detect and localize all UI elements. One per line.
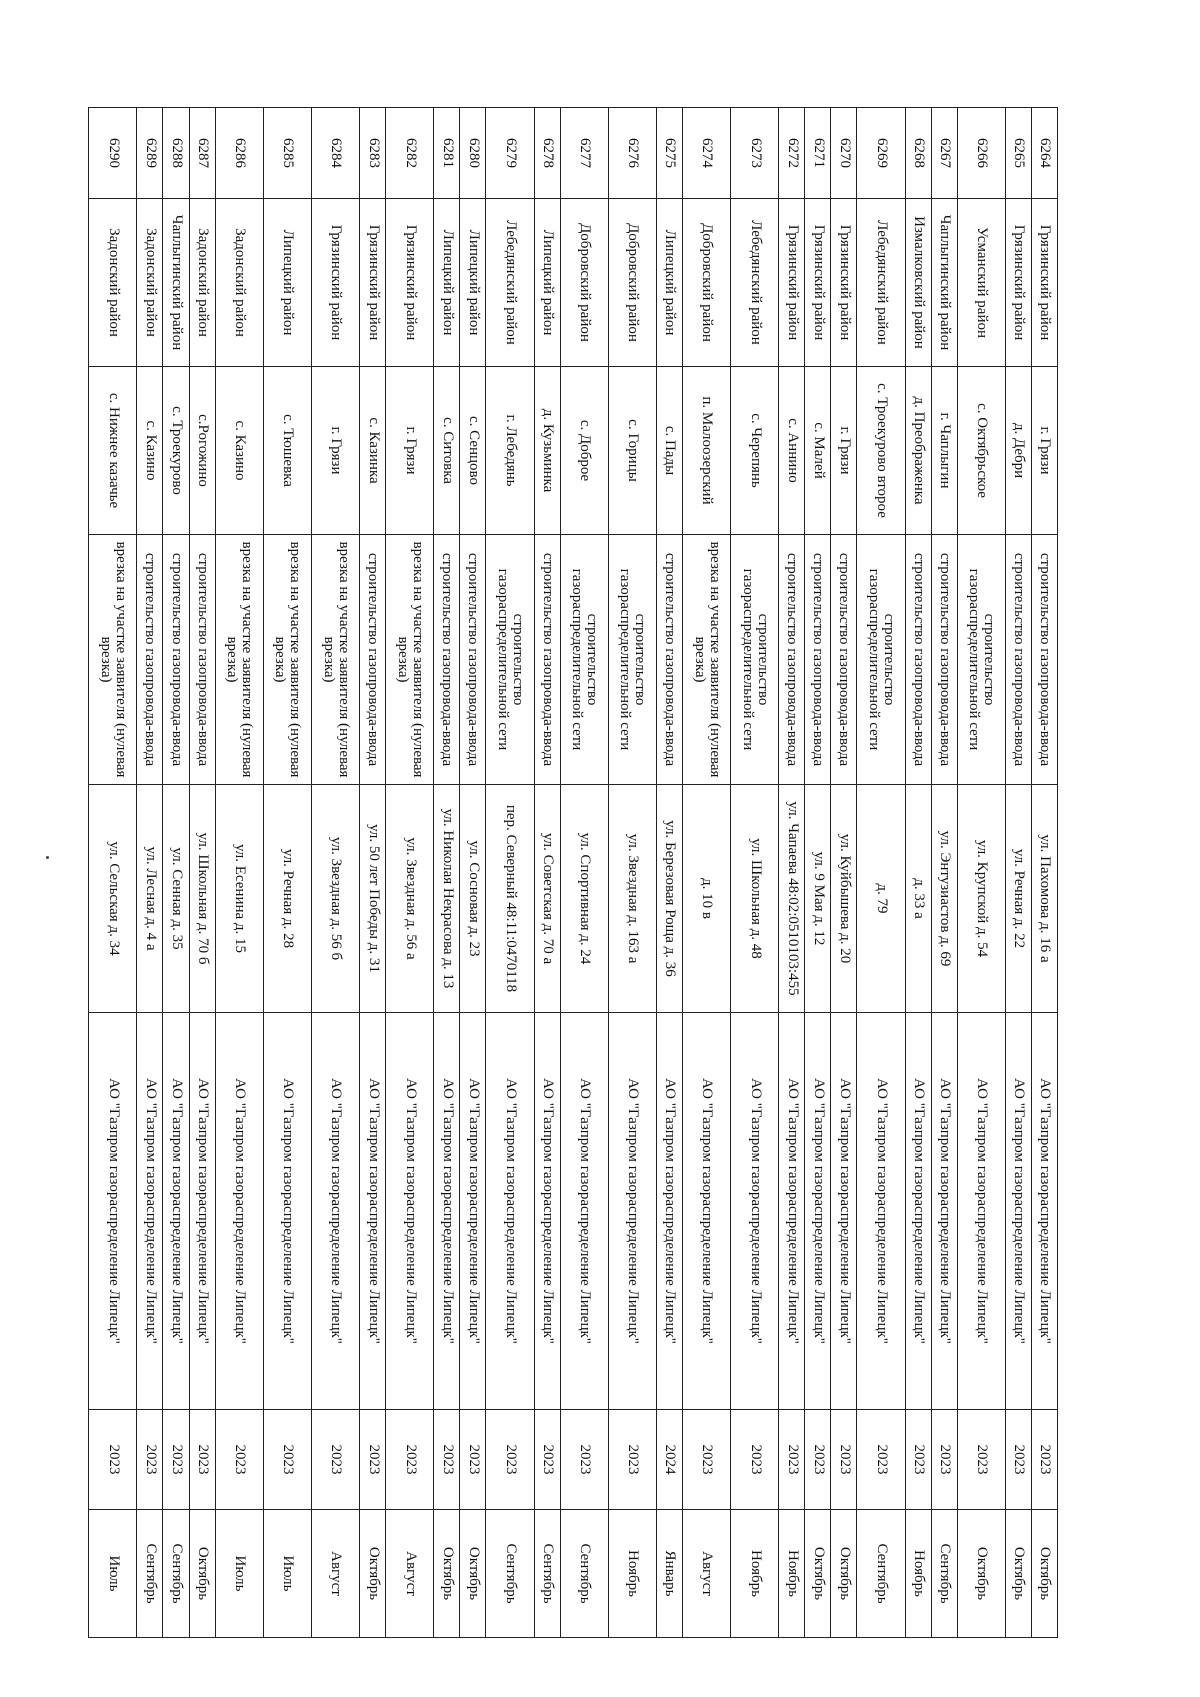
district-cell: Измалковский район — [905, 199, 931, 367]
month-cell: Сентябрь — [857, 1510, 905, 1638]
address-cell: ул. Пахомова д. 16 а — [1031, 785, 1057, 1013]
district-cell: Грязинский район — [831, 199, 857, 367]
number-cell: 6287 — [189, 108, 215, 199]
address-cell: ул. Школьная д. 70 б — [189, 785, 215, 1013]
organization-cell: АО "Газпром газораспределение Липецк" — [805, 1013, 831, 1410]
district-cell: Добровский район — [608, 199, 656, 367]
work-type-cell: строительство газораспределительной сети — [560, 535, 608, 785]
table-row — [805, 108, 831, 1638]
year-cell: 2023 — [1031, 1410, 1057, 1510]
settlement-cell: с.Рогожино — [189, 367, 215, 535]
work-type-cell: строительство газопровода-ввода — [163, 535, 189, 785]
address-cell: ул. Сельская д. 34 — [89, 785, 137, 1013]
year-cell: 2023 — [857, 1410, 905, 1510]
district-cell: Чаплыгинский район — [931, 199, 957, 367]
data-table — [88, 107, 1058, 1638]
address-cell: ул. Куйбышева д. 20 — [831, 785, 857, 1013]
number-cell: 6281 — [434, 108, 460, 199]
year-cell: 2023 — [486, 1410, 534, 1510]
year-cell: 2023 — [163, 1410, 189, 1510]
year-cell: 2023 — [89, 1410, 137, 1510]
number-cell: 6272 — [779, 108, 805, 199]
year-cell: 2023 — [137, 1410, 163, 1510]
number-cell: 6266 — [957, 108, 1005, 199]
district-cell: Грязинский район — [360, 199, 386, 367]
organization-cell: АО "Газпром газораспределение Липецк" — [137, 1013, 163, 1410]
work-type-cell: строительство газораспределительной сети — [731, 535, 779, 785]
work-type-cell: строительство газопровода-ввода — [189, 535, 215, 785]
month-cell: Ноябрь — [608, 1510, 656, 1638]
year-cell: 2023 — [608, 1410, 656, 1510]
month-cell: Июль — [263, 1510, 311, 1638]
work-type-cell: строительство газораспределительной сети — [857, 535, 905, 785]
district-cell: Грязинский район — [1005, 199, 1031, 367]
district-cell: Грязинский район — [386, 199, 434, 367]
number-cell: 6288 — [163, 108, 189, 199]
month-cell: Сентябрь — [163, 1510, 189, 1638]
year-cell: 2023 — [434, 1410, 460, 1510]
district-cell: Липецкий район — [263, 199, 311, 367]
organization-cell: АО "Газпром газораспределение Липецк" — [215, 1013, 263, 1410]
month-cell: Октябрь — [957, 1510, 1005, 1638]
work-type-cell: строительство газопровода-ввода — [657, 535, 683, 785]
address-cell: ул. Сенная д. 35 — [163, 785, 189, 1013]
organization-cell: АО "Газпром газораспределение Липецк" — [931, 1013, 957, 1410]
table-row — [608, 108, 656, 1638]
table-row — [311, 108, 359, 1638]
address-cell: ул. Березовая Роща д. 36 — [657, 785, 683, 1013]
year-cell: 2023 — [386, 1410, 434, 1510]
organization-cell: АО "Газпром газораспределение Липецк" — [460, 1013, 486, 1410]
month-cell: Сентябрь — [534, 1510, 560, 1638]
district-cell: Липецкий район — [534, 199, 560, 367]
organization-cell: АО "Газпром газораспределение Липецк" — [89, 1013, 137, 1410]
work-type-cell: строительство газопровода-ввода — [831, 535, 857, 785]
settlement-cell: с. Казино — [215, 367, 263, 535]
table-body — [89, 108, 1058, 1638]
table-row — [731, 108, 779, 1638]
work-type-cell: строительство газопровода-ввода — [905, 535, 931, 785]
district-cell: Лебедянский район — [486, 199, 534, 367]
work-type-cell: строительство газопровода-ввода — [1031, 535, 1057, 785]
district-cell: Грязинский район — [1031, 199, 1057, 367]
year-cell: 2023 — [779, 1410, 805, 1510]
year-cell: 2023 — [1005, 1410, 1031, 1510]
district-cell: Лебедянский район — [731, 199, 779, 367]
number-cell: 6264 — [1031, 108, 1057, 199]
work-type-cell: строительство газопровода-ввода — [805, 535, 831, 785]
number-cell: 6286 — [215, 108, 263, 199]
month-cell: Ноябрь — [905, 1510, 931, 1638]
month-cell: Октябрь — [831, 1510, 857, 1638]
table-row — [931, 108, 957, 1638]
number-cell: 6290 — [89, 108, 137, 199]
year-cell: 2023 — [957, 1410, 1005, 1510]
month-cell: Ноябрь — [779, 1510, 805, 1638]
number-cell: 6279 — [486, 108, 534, 199]
table-row — [534, 108, 560, 1638]
district-cell: Задонский район — [137, 199, 163, 367]
district-cell: Грязинский район — [311, 199, 359, 367]
table-row — [779, 108, 805, 1638]
organization-cell: АО "Газпром газораспределение Липецк" — [1005, 1013, 1031, 1410]
address-cell: ул. 50 лет Победы д. 31 — [360, 785, 386, 1013]
settlement-cell: с. Сенцово — [460, 367, 486, 535]
year-cell: 2024 — [657, 1410, 683, 1510]
settlement-cell: г. Грязи — [1031, 367, 1057, 535]
table-row — [957, 108, 1005, 1638]
year-cell: 2023 — [683, 1410, 731, 1510]
table-row — [434, 108, 460, 1638]
address-cell: ул. Речная д. 28 — [263, 785, 311, 1013]
month-cell: Ноябрь — [731, 1510, 779, 1638]
month-cell: Сентябрь — [486, 1510, 534, 1638]
year-cell: 2023 — [905, 1410, 931, 1510]
work-type-cell: врезка на участке заявителя (нулевая врезка) — [683, 535, 731, 785]
table-row — [137, 108, 163, 1638]
address-cell: ул. Энтузиастов д. 69 — [931, 785, 957, 1013]
year-cell: 2023 — [560, 1410, 608, 1510]
table-row — [905, 108, 931, 1638]
organization-cell: АО "Газпром газораспределение Липецк" — [434, 1013, 460, 1410]
rotated-table-wrapper — [88, 107, 1058, 1637]
table-row — [683, 108, 731, 1638]
settlement-cell: с. Аннино — [779, 367, 805, 535]
address-cell: ул. Лесная д. 4 а — [137, 785, 163, 1013]
district-cell: Задонский район — [189, 199, 215, 367]
organization-cell: АО "Газпром газораспределение Липецк" — [657, 1013, 683, 1410]
year-cell: 2023 — [215, 1410, 263, 1510]
table-row — [189, 108, 215, 1638]
organization-cell: АО "Газпром газораспределение Липецк" — [731, 1013, 779, 1410]
address-cell: д. 10 в — [683, 785, 731, 1013]
year-cell: 2023 — [189, 1410, 215, 1510]
organization-cell: АО "Газпром газораспределение Липецк" — [831, 1013, 857, 1410]
number-cell: 6278 — [534, 108, 560, 199]
district-cell: Грязинский район — [805, 199, 831, 367]
address-cell: ул. Звездная д. 163 а — [608, 785, 656, 1013]
month-cell: Октябрь — [189, 1510, 215, 1638]
work-type-cell: строительство газопровода-ввода — [931, 535, 957, 785]
month-cell: Октябрь — [805, 1510, 831, 1638]
address-cell: д. 79 — [857, 785, 905, 1013]
organization-cell: АО "Газпром газораспределение Липецк" — [779, 1013, 805, 1410]
settlement-cell: с. Доброе — [560, 367, 608, 535]
work-type-cell: врезка на участке заявителя (нулевая врезка) — [215, 535, 263, 785]
month-cell: Октябрь — [460, 1510, 486, 1638]
work-type-cell: врезка на участке заявителя (нулевая врезка) — [263, 535, 311, 785]
settlement-cell: с. Казино — [137, 367, 163, 535]
number-cell: 6267 — [931, 108, 957, 199]
work-type-cell: строительство газораспределительной сети — [957, 535, 1005, 785]
settlement-cell: с. Тюшевка — [263, 367, 311, 535]
district-cell: Лебедянский район — [857, 199, 905, 367]
number-cell: 6282 — [386, 108, 434, 199]
district-cell: Грязинский район — [779, 199, 805, 367]
month-cell: Июль — [215, 1510, 263, 1638]
table-row — [215, 108, 263, 1638]
settlement-cell: с. Пады — [657, 367, 683, 535]
month-cell: Октябрь — [434, 1510, 460, 1638]
number-cell: 6270 — [831, 108, 857, 199]
number-cell: 6283 — [360, 108, 386, 199]
settlement-cell: г. Чаплыгин — [931, 367, 957, 535]
organization-cell: АО "Газпром газораспределение Липецк" — [608, 1013, 656, 1410]
month-cell: Август — [683, 1510, 731, 1638]
work-type-cell: строительство газопровода-ввода — [434, 535, 460, 785]
table-row — [857, 108, 905, 1638]
address-cell: ул. Речная д. 22 — [1005, 785, 1031, 1013]
address-cell: ул. Звездная д. 56 а — [386, 785, 434, 1013]
year-cell: 2023 — [831, 1410, 857, 1510]
address-cell: ул. 9 Мая д. 12 — [805, 785, 831, 1013]
address-cell: ул. Звездная д. 56 б — [311, 785, 359, 1013]
month-cell: Январь — [657, 1510, 683, 1638]
organization-cell: АО "Газпром газораспределение Липецк" — [1031, 1013, 1057, 1410]
organization-cell: АО "Газпром газораспределение Липецк" — [957, 1013, 1005, 1410]
address-cell: ул. Сосновая д. 23 — [460, 785, 486, 1013]
table-row — [360, 108, 386, 1638]
district-cell: Добровский район — [683, 199, 731, 367]
work-type-cell: строительство газопровода-ввода — [460, 535, 486, 785]
year-cell: 2023 — [805, 1410, 831, 1510]
settlement-cell: с. Казинка — [360, 367, 386, 535]
year-cell: 2023 — [311, 1410, 359, 1510]
settlement-cell: д. Дебри — [1005, 367, 1031, 535]
month-cell: Июль — [89, 1510, 137, 1638]
district-cell: Чаплыгинский район — [163, 199, 189, 367]
month-cell: Сентябрь — [137, 1510, 163, 1638]
month-cell: Октябрь — [360, 1510, 386, 1638]
organization-cell: АО "Газпром газораспределение Липецк" — [311, 1013, 359, 1410]
organization-cell: АО "Газпром газораспределение Липецк" — [560, 1013, 608, 1410]
organization-cell: АО "Газпром газораспределение Липецк" — [683, 1013, 731, 1410]
address-cell: д. 33 а — [905, 785, 931, 1013]
district-cell: Добровский район — [560, 199, 608, 367]
table-row — [657, 108, 683, 1638]
number-cell: 6275 — [657, 108, 683, 199]
district-cell: Задонский район — [215, 199, 263, 367]
table-row — [263, 108, 311, 1638]
settlement-cell: г. Грязи — [311, 367, 359, 535]
organization-cell: АО "Газпром газораспределение Липецк" — [263, 1013, 311, 1410]
month-cell: Сентябрь — [931, 1510, 957, 1638]
month-cell: Август — [311, 1510, 359, 1638]
settlement-cell: г. Лебедянь — [486, 367, 534, 535]
number-cell: 6285 — [263, 108, 311, 199]
work-type-cell: строительство газораспределительной сети — [608, 535, 656, 785]
organization-cell: АО "Газпром газораспределение Липецк" — [534, 1013, 560, 1410]
address-cell: ул. Школьная д. 48 — [731, 785, 779, 1013]
table-row — [89, 108, 137, 1638]
organization-cell: АО "Газпром газораспределение Липецк" — [905, 1013, 931, 1410]
address-cell: ул. Есенина д. 15 — [215, 785, 263, 1013]
number-cell: 6265 — [1005, 108, 1031, 199]
work-type-cell: строительство газораспределительной сети — [486, 535, 534, 785]
year-cell: 2023 — [534, 1410, 560, 1510]
work-type-cell: врезка на участке заявителя (нулевая врезка) — [311, 535, 359, 785]
year-cell: 2023 — [931, 1410, 957, 1510]
table-row — [486, 108, 534, 1638]
address-cell: ул. Спортивная д. 24 — [560, 785, 608, 1013]
settlement-cell: с. Нижнее казачье — [89, 367, 137, 535]
work-type-cell: строительство газопровода-ввода — [1005, 535, 1031, 785]
number-cell: 6280 — [460, 108, 486, 199]
settlement-cell: г. Грязи — [831, 367, 857, 535]
settlement-cell: с. Ситовка — [434, 367, 460, 535]
table-row — [460, 108, 486, 1638]
work-type-cell: врезка на участке заявителя (нулевая врезка) — [386, 535, 434, 785]
number-cell: 6269 — [857, 108, 905, 199]
district-cell: Липецкий район — [434, 199, 460, 367]
table-row — [831, 108, 857, 1638]
table-row — [1005, 108, 1031, 1638]
address-cell: ул. Крупской д. 54 — [957, 785, 1005, 1013]
number-cell: 6271 — [805, 108, 831, 199]
address-cell: ул. Советская д. 70 а — [534, 785, 560, 1013]
work-type-cell: строительство газопровода-ввода — [534, 535, 560, 785]
organization-cell: АО "Газпром газораспределение Липецк" — [189, 1013, 215, 1410]
settlement-cell: с. Троекурово второе — [857, 367, 905, 535]
district-cell: Задонский район — [89, 199, 137, 367]
organization-cell: АО "Газпром газораспределение Липецк" — [360, 1013, 386, 1410]
organization-cell: АО "Газпром газораспределение Липецк" — [857, 1013, 905, 1410]
number-cell: 6284 — [311, 108, 359, 199]
table-row — [1031, 108, 1057, 1638]
district-cell: Усманский район — [957, 199, 1005, 367]
organization-cell: АО "Газпром газораспределение Липецк" — [163, 1013, 189, 1410]
number-cell: 6276 — [608, 108, 656, 199]
organization-cell: АО "Газпром газораспределение Липецк" — [486, 1013, 534, 1410]
settlement-cell: с. Октябрьское — [957, 367, 1005, 535]
year-cell: 2023 — [460, 1410, 486, 1510]
work-type-cell: строительство газопровода-ввода — [137, 535, 163, 785]
number-cell: 6273 — [731, 108, 779, 199]
year-cell: 2023 — [731, 1410, 779, 1510]
settlement-cell: д. Преображенка — [905, 367, 931, 535]
settlement-cell: д. Кузьминка — [534, 367, 560, 535]
address-cell: ул. Чапаева 48:02:0510103:455 — [779, 785, 805, 1013]
month-cell: Октябрь — [1005, 1510, 1031, 1638]
year-cell: 2023 — [360, 1410, 386, 1510]
number-cell: 6277 — [560, 108, 608, 199]
work-type-cell: строительство газопровода-ввода — [360, 535, 386, 785]
address-cell: ул. Николая Некрасова д. 13 — [434, 785, 460, 1013]
organization-cell: АО "Газпром газораспределение Липецк" — [386, 1013, 434, 1410]
year-cell: 2023 — [263, 1410, 311, 1510]
settlement-cell: с. Черепянь — [731, 367, 779, 535]
settlement-cell: с. Троекурово — [163, 367, 189, 535]
month-cell: Октябрь — [1031, 1510, 1057, 1638]
table-row — [163, 108, 189, 1638]
month-cell: Сентябрь — [560, 1510, 608, 1638]
settlement-cell: с. Горицы — [608, 367, 656, 535]
district-cell: Липецкий район — [657, 199, 683, 367]
work-type-cell: врезка на участке заявителя (нулевая врезка) — [89, 535, 137, 785]
settlement-cell: с. Малей — [805, 367, 831, 535]
number-cell: 6289 — [137, 108, 163, 199]
settlement-cell: п. Малоозерский — [683, 367, 731, 535]
settlement-cell: г. Грязи — [386, 367, 434, 535]
address-cell: пер. Северный 48:11:0470118 — [486, 785, 534, 1013]
work-type-cell: строительство газопровода-ввода — [779, 535, 805, 785]
table-row — [386, 108, 434, 1638]
month-cell: Август — [386, 1510, 434, 1638]
table-row — [560, 108, 608, 1638]
number-cell: 6274 — [683, 108, 731, 199]
number-cell: 6268 — [905, 108, 931, 199]
scan-speck — [46, 856, 49, 859]
district-cell: Липецкий район — [460, 199, 486, 367]
